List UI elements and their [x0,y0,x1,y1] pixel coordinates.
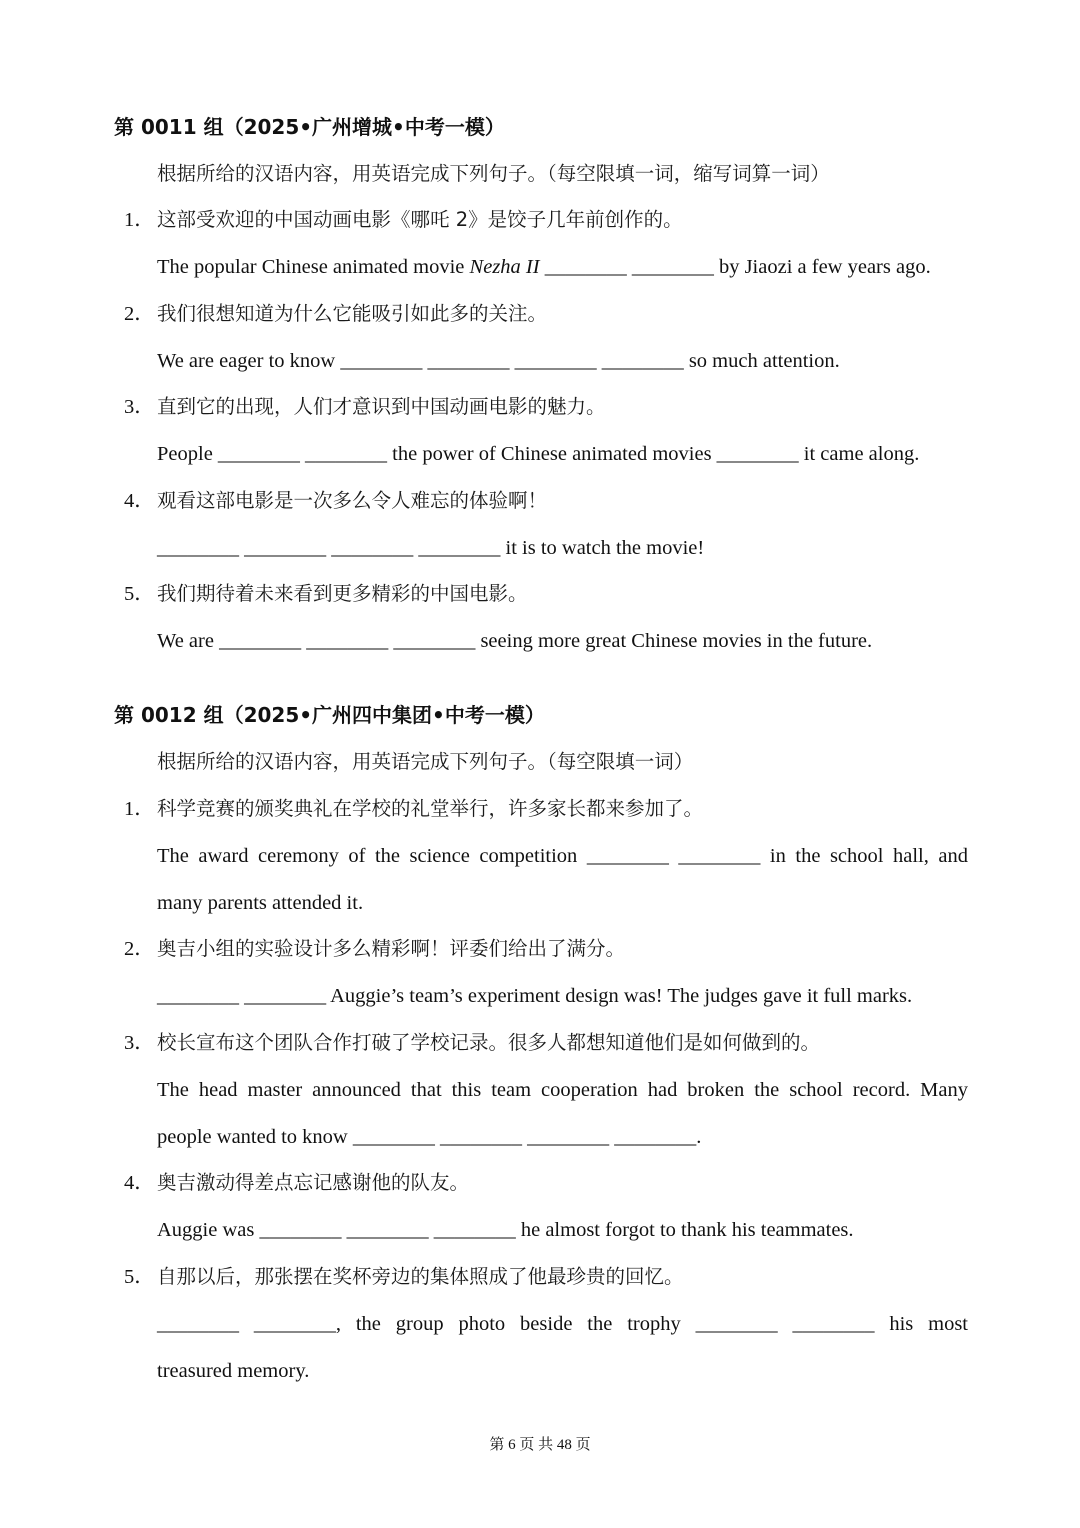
question-chinese: 观看这部电影是一次多么令人难忘的体验啊！ [157,489,548,512]
question-number: 3． [124,396,155,418]
group-instruction: 根据所给的汉语内容，用英语完成下列句子。（每空限填一词，缩写词算一词） [157,162,830,185]
question-english-continued: people wanted to know ________ ________ ________ ________. [157,1126,702,1148]
question-chinese: 我们很想知道为什么它能吸引如此多的关注。 [157,302,548,325]
question-english: People ________ ________ the power of Chinese animated movies ________ it came along. [157,443,920,465]
question-english: ________ ________, the group photo beside the trophy ________ ________ his most [157,1313,968,1335]
question-english-continued: many parents attended it. [157,892,364,914]
question-number: 5． [124,1266,155,1288]
question-english: We are ________ ________ ________ seeing more great Chinese movies in the future. [157,630,873,652]
question-english: ________ ________ Auggie’s team’s experiment design was! The judges gave it full marks. [157,985,913,1007]
english-text: ________ ________ by Jiaozi a few years ago. [539,256,931,278]
question-chinese: 奥吉小组的实验设计多么精彩啊！评委们给出了满分。 [157,937,626,960]
question-number: 2． [124,938,155,960]
question-chinese: 我们期待着未来看到更多精彩的中国电影。 [157,582,528,605]
question-english: The head master announced that this team cooperation had broken the school record. Many [157,1079,968,1101]
question-number: 1． [124,209,155,231]
question-number: 2． [124,303,155,325]
question-english: Auggie was ________ ________ ________ he almost forgot to thank his teammates. [157,1219,854,1241]
question-english [157,257,931,278]
question-number: 5． [124,583,155,605]
question-number: 1． [124,798,155,820]
question-chinese: 自那以后，那张摆在奖杯旁边的集体照成了他最珍贵的回忆。 [157,1265,684,1288]
question-chinese: 科学竞赛的颁奖典礼在学校的礼堂举行，许多家长都来参加了。 [157,797,704,820]
question-english: ________ ________ ________ ________ it is to watch the movie! [157,537,705,559]
group-heading: 第 0012 组（2025•广州四中集团•中考一模） [114,703,545,727]
question-chinese: 校长宣布这个团队合作打破了学校记录。很多人都想知道他们是如何做到的。 [157,1031,821,1054]
page-footer: 第 6 页 共 48 页 [489,1437,591,1453]
english-text: The popular Chinese animated movie [157,256,470,278]
question-number: 4． [124,490,155,512]
question-chinese: 奥吉激动得差点忘记感谢他的队友。 [157,1171,470,1194]
question-chinese: 直到它的出现，人们才意识到中国动画电影的魅力。 [157,395,606,418]
question-english-continued: treasured memory. [157,1360,310,1382]
group-instruction: 根据所给的汉语内容，用英语完成下列句子。（每空限填一词） [157,750,694,773]
question-english: The award ceremony of the science competition ________ ________ in the school hall, and [157,845,968,867]
question-chinese: 这部受欢迎的中国动画电影《哪吒 2》是饺子几年前创作的。 [157,208,683,231]
question-english: We are eager to know ________ ________ ________ ________ so much attention. [157,350,840,372]
group-heading: 第 0011 组（2025•广州增城•中考一模） [114,115,505,139]
question-number: 4． [124,1172,155,1194]
movie-title: Nezha II [469,256,540,278]
question-number: 3． [124,1032,155,1054]
